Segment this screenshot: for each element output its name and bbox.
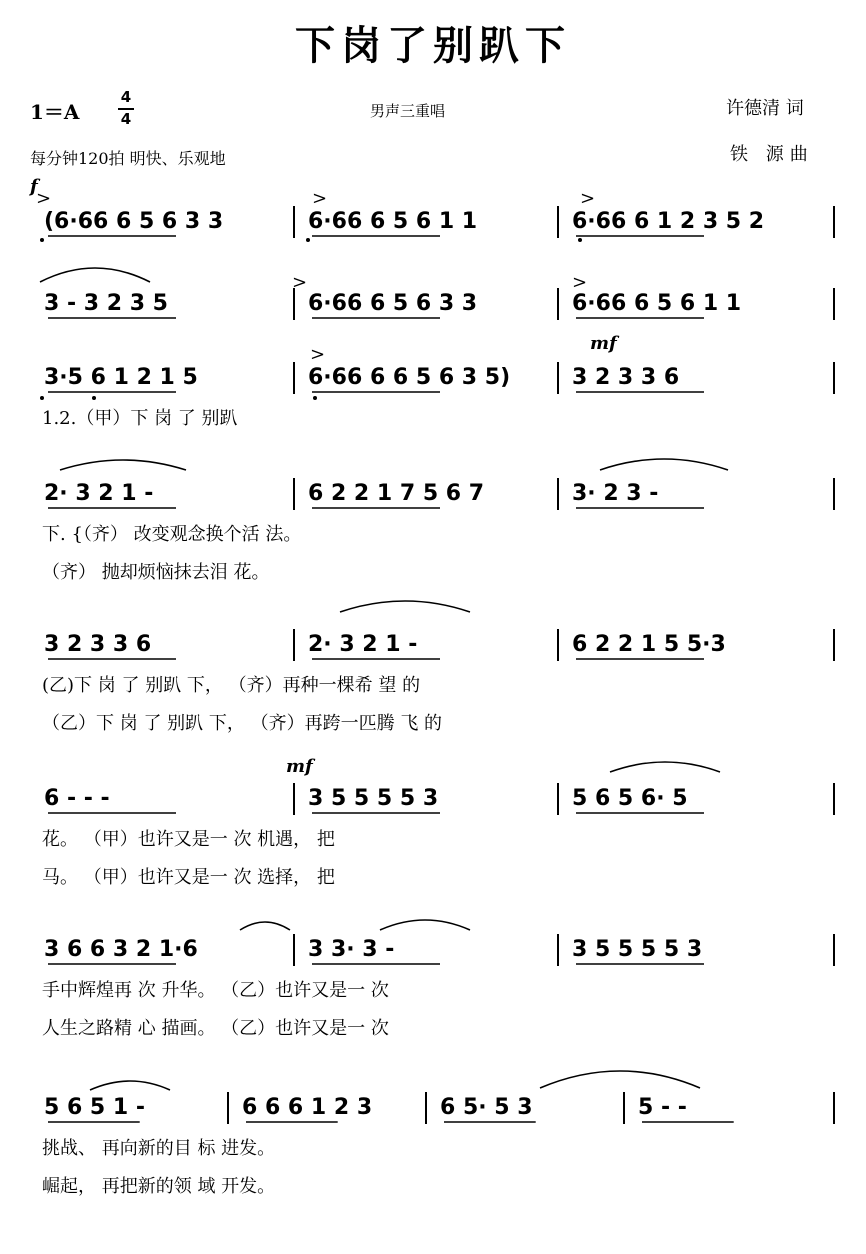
- octave-dot: [306, 238, 310, 242]
- measure-notes: 5 6 5 6· 5: [572, 786, 688, 811]
- lyric-line: 挑战、 再向新的目 标 进发。: [42, 1138, 276, 1159]
- accent-mark: >: [310, 344, 326, 365]
- measure-notes: 3 - 3 2 3 5: [44, 291, 168, 316]
- accent-mark: >: [580, 188, 596, 209]
- slur: [380, 920, 470, 930]
- lyric-line: 花。 （甲）也许又是一 次 机遇， 把: [42, 829, 335, 850]
- dynamic-mark: mf: [590, 333, 617, 354]
- time-signature-top: 4: [120, 88, 132, 106]
- slur: [90, 1081, 170, 1090]
- accent-mark: >: [292, 272, 308, 293]
- lyric-line: (乙)下 岗 了 别趴 下， （齐）再种一棵希 望 的: [42, 675, 421, 696]
- time-signature-bottom: 4: [120, 110, 132, 128]
- lyric-line: 1.2.（甲）下 岗 了 别趴: [42, 408, 238, 429]
- dynamic-mark: mf: [286, 756, 313, 777]
- slur: [540, 1071, 700, 1088]
- accent-mark: >: [36, 188, 52, 209]
- song-title: 下岗了别趴下: [295, 22, 571, 69]
- measure-notes: 5 6 5 1 -: [44, 1095, 145, 1120]
- measure-notes: 3 6 6 3 2 1·6: [44, 937, 198, 962]
- accent-mark: >: [572, 272, 588, 293]
- measure-notes: 6·66 6 6 5 6 3 5): [308, 365, 511, 390]
- lyric-line: 人生之路精 心 描画。 （乙）也许又是一 次: [42, 1018, 389, 1039]
- measure-notes: 2· 3 2 1 -: [308, 632, 418, 657]
- octave-dot: [313, 396, 317, 400]
- composer-credit: 铁 源曲: [730, 144, 814, 165]
- measure-notes: 5 - -: [638, 1095, 687, 1120]
- measure-notes: 3 2 3 3 6: [44, 632, 152, 657]
- slur: [600, 459, 728, 470]
- slur: [340, 601, 470, 612]
- measure-notes: 6·66 6 5 6 3 3: [308, 291, 478, 316]
- lyric-line: （齐） 抛却烦恼抹去泪 花。: [42, 562, 270, 583]
- slur: [240, 922, 290, 930]
- measure-notes: 6·66 6 1 2 3 5 2: [572, 209, 765, 234]
- key-signature: 1＝A: [30, 100, 80, 124]
- slur: [610, 762, 720, 772]
- slur: [60, 460, 186, 470]
- lyric-line: 下. {（齐） 改变观念换个活 法。: [42, 524, 302, 545]
- measure-notes: 3 3· 3 -: [308, 937, 395, 962]
- measure-notes: 6·66 6 5 6 1 1: [308, 209, 478, 234]
- performance-form: 男声三重唱: [370, 102, 446, 120]
- lyricist-credit: 许德清 词: [726, 98, 804, 119]
- measure-notes: 6 2 2 1 5 5·3: [572, 632, 726, 657]
- octave-dot: [92, 396, 96, 400]
- accent-mark: >: [312, 188, 328, 209]
- measure-notes: 3 5 5 5 5 3: [572, 937, 703, 962]
- lyric-line: 手中辉煌再 次 升华。 （乙）也许又是一 次: [42, 980, 389, 1001]
- measure-notes: 3 5 5 5 5 3: [308, 786, 439, 811]
- measure-notes: 6 2 2 1 7 5 6 7: [308, 481, 485, 506]
- measure-notes: (6·66 6 5 6 3 3: [44, 209, 224, 234]
- octave-dot: [40, 238, 44, 242]
- slur: [40, 268, 150, 282]
- octave-dot: [578, 238, 582, 242]
- measure-notes: 6 - - -: [44, 786, 110, 811]
- dynamic-mark: f: [30, 176, 38, 197]
- lyric-line: （乙）下 岗 了 别趴 下， （齐）再跨一匹腾 飞 的: [42, 713, 443, 734]
- measure-notes: 3 2 3 3 6: [572, 365, 680, 390]
- lyric-line: 崛起， 再把新的领 域 开发。: [42, 1176, 276, 1197]
- lyric-line: 马。 （甲）也许又是一 次 选择， 把: [42, 867, 335, 888]
- measure-notes: 3·5 6 1 2 1 5: [44, 365, 198, 390]
- octave-dot: [40, 396, 44, 400]
- measure-notes: 2· 3 2 1 -: [44, 481, 154, 506]
- measure-notes: 6·66 6 5 6 1 1: [572, 291, 742, 316]
- measure-notes: 3· 2 3 -: [572, 481, 659, 506]
- measure-notes: 6 6 6 1 2 3: [242, 1095, 373, 1120]
- measure-notes: 6 5· 5 3: [440, 1095, 533, 1120]
- tempo-marking: 每分钟120拍 明快、乐观地: [30, 149, 226, 168]
